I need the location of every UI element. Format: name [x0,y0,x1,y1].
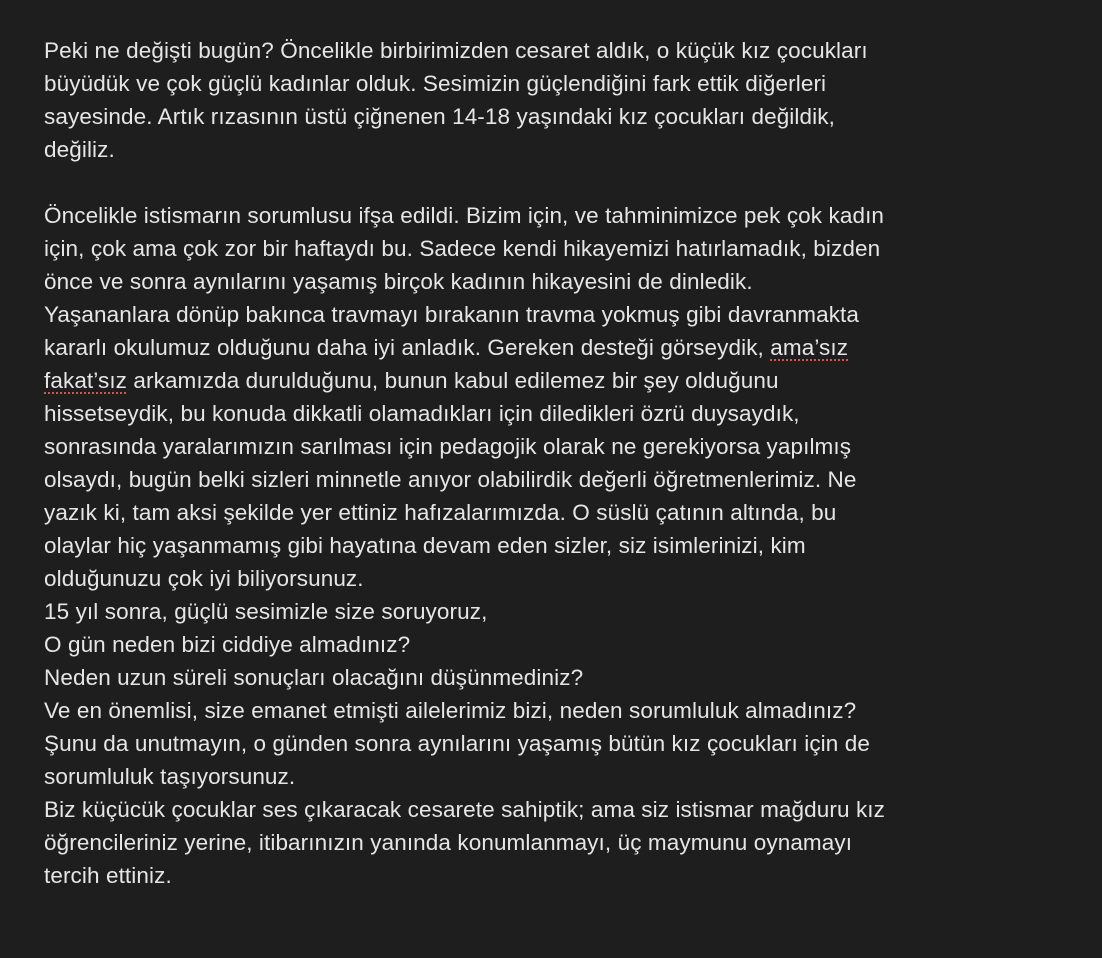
text-line: olsaydı, bugün belki sizleri minnetle anıyor olabilirdik değerli öğretmenlerimiz. Ne [44,467,857,492]
text-line: olduğunuzu çok iyi biliyorsunuz. [44,566,364,591]
spellcheck-flagged-word[interactable]: ama’sız [770,335,849,360]
text-line: tercih ettiniz. [44,863,172,888]
text-line: 15 yıl sonra, güçlü sesimizle size soruyoruz, [44,599,488,624]
text-line [44,331,1072,364]
text-line: sorumluluk taşıyorsunuz. [44,764,296,789]
text-line: Şunu da unutmayın, o günden sonra aynılarını yaşamış bütün kız çocukları için de [44,731,870,756]
text-line: önce ve sonra aynılarını yaşamış birçok kadının hikayesini de dinledik. [44,269,753,294]
text-line: yazık ki, tam aksi şekilde yer ettiniz hafızalarımızda. O süslü çatının altında, bu [44,500,837,525]
text-line: O gün neden bizi ciddiye almadınız? [44,632,411,657]
text-line: sonrasında yaralarımızın sarılması için pedagojik olarak ne gerekiyorsa yapılmış [44,434,852,459]
text-line: değiliz. [44,137,115,162]
text-segment: kararlı okulumuz olduğunu daha iyi anladık. Gereken desteği görseydik, [44,335,771,360]
text-line: Neden uzun süreli sonuçları olacağını düşünmediniz? [44,665,584,690]
text-line: Yaşananlara dönüp bakınca travmayı bırakanın travma yokmuş gibi davranmakta [44,302,860,327]
paragraph-1 [44,34,1072,166]
text-line: Biz küçücük çocuklar ses çıkaracak cesarete sahiptik; ama siz istismar mağduru kız [44,797,885,822]
paragraph-spacer [44,166,1072,199]
spellcheck-flagged-word[interactable]: fakat’sız [44,368,128,393]
paragraph-2 [44,199,1072,892]
text-line: Ve en önemlisi, size emanet etmişti ailelerimiz bizi, neden sorumluluk almadınız? [44,698,857,723]
text-segment: arkamızda durulduğunu, bunun kabul edilemez bir şey olduğunu [127,368,779,393]
text-line: Peki ne değişti bugün? Öncelikle birbirimizden cesaret aldık, o küçük kız çocukları [44,38,868,63]
text-line: için, çok ama çok zor bir haftaydı bu. Sadece kendi hikayemizi hatırlamadık, bizden [44,236,881,261]
text-line [44,364,1072,397]
text-line: Öncelikle istismarın sorumlusu ifşa edildi. Bizim için, ve tahminimizce pek çok kadın [44,203,885,228]
text-line: sayesinde. Artık rızasının üstü çiğnenen 14-18 yaşındaki kız çocukları değildik, [44,104,835,129]
text-line: hissetseydik, bu konuda dikkatli olamadıkları için diledikleri özrü duysaydık, [44,401,800,426]
text-line: olaylar hiç yaşanmamış gibi hayatına devam eden sizler, siz isimlerinizi, kim [44,533,806,558]
text-line: öğrencileriniz yerine, itibarınızın yanında konumlanmayı, üç maymunu oynamayı [44,830,853,855]
text-line: büyüdük ve çok güçlü kadınlar olduk. Sesimizin güçlendiğini fark ettik diğerleri [44,71,827,96]
